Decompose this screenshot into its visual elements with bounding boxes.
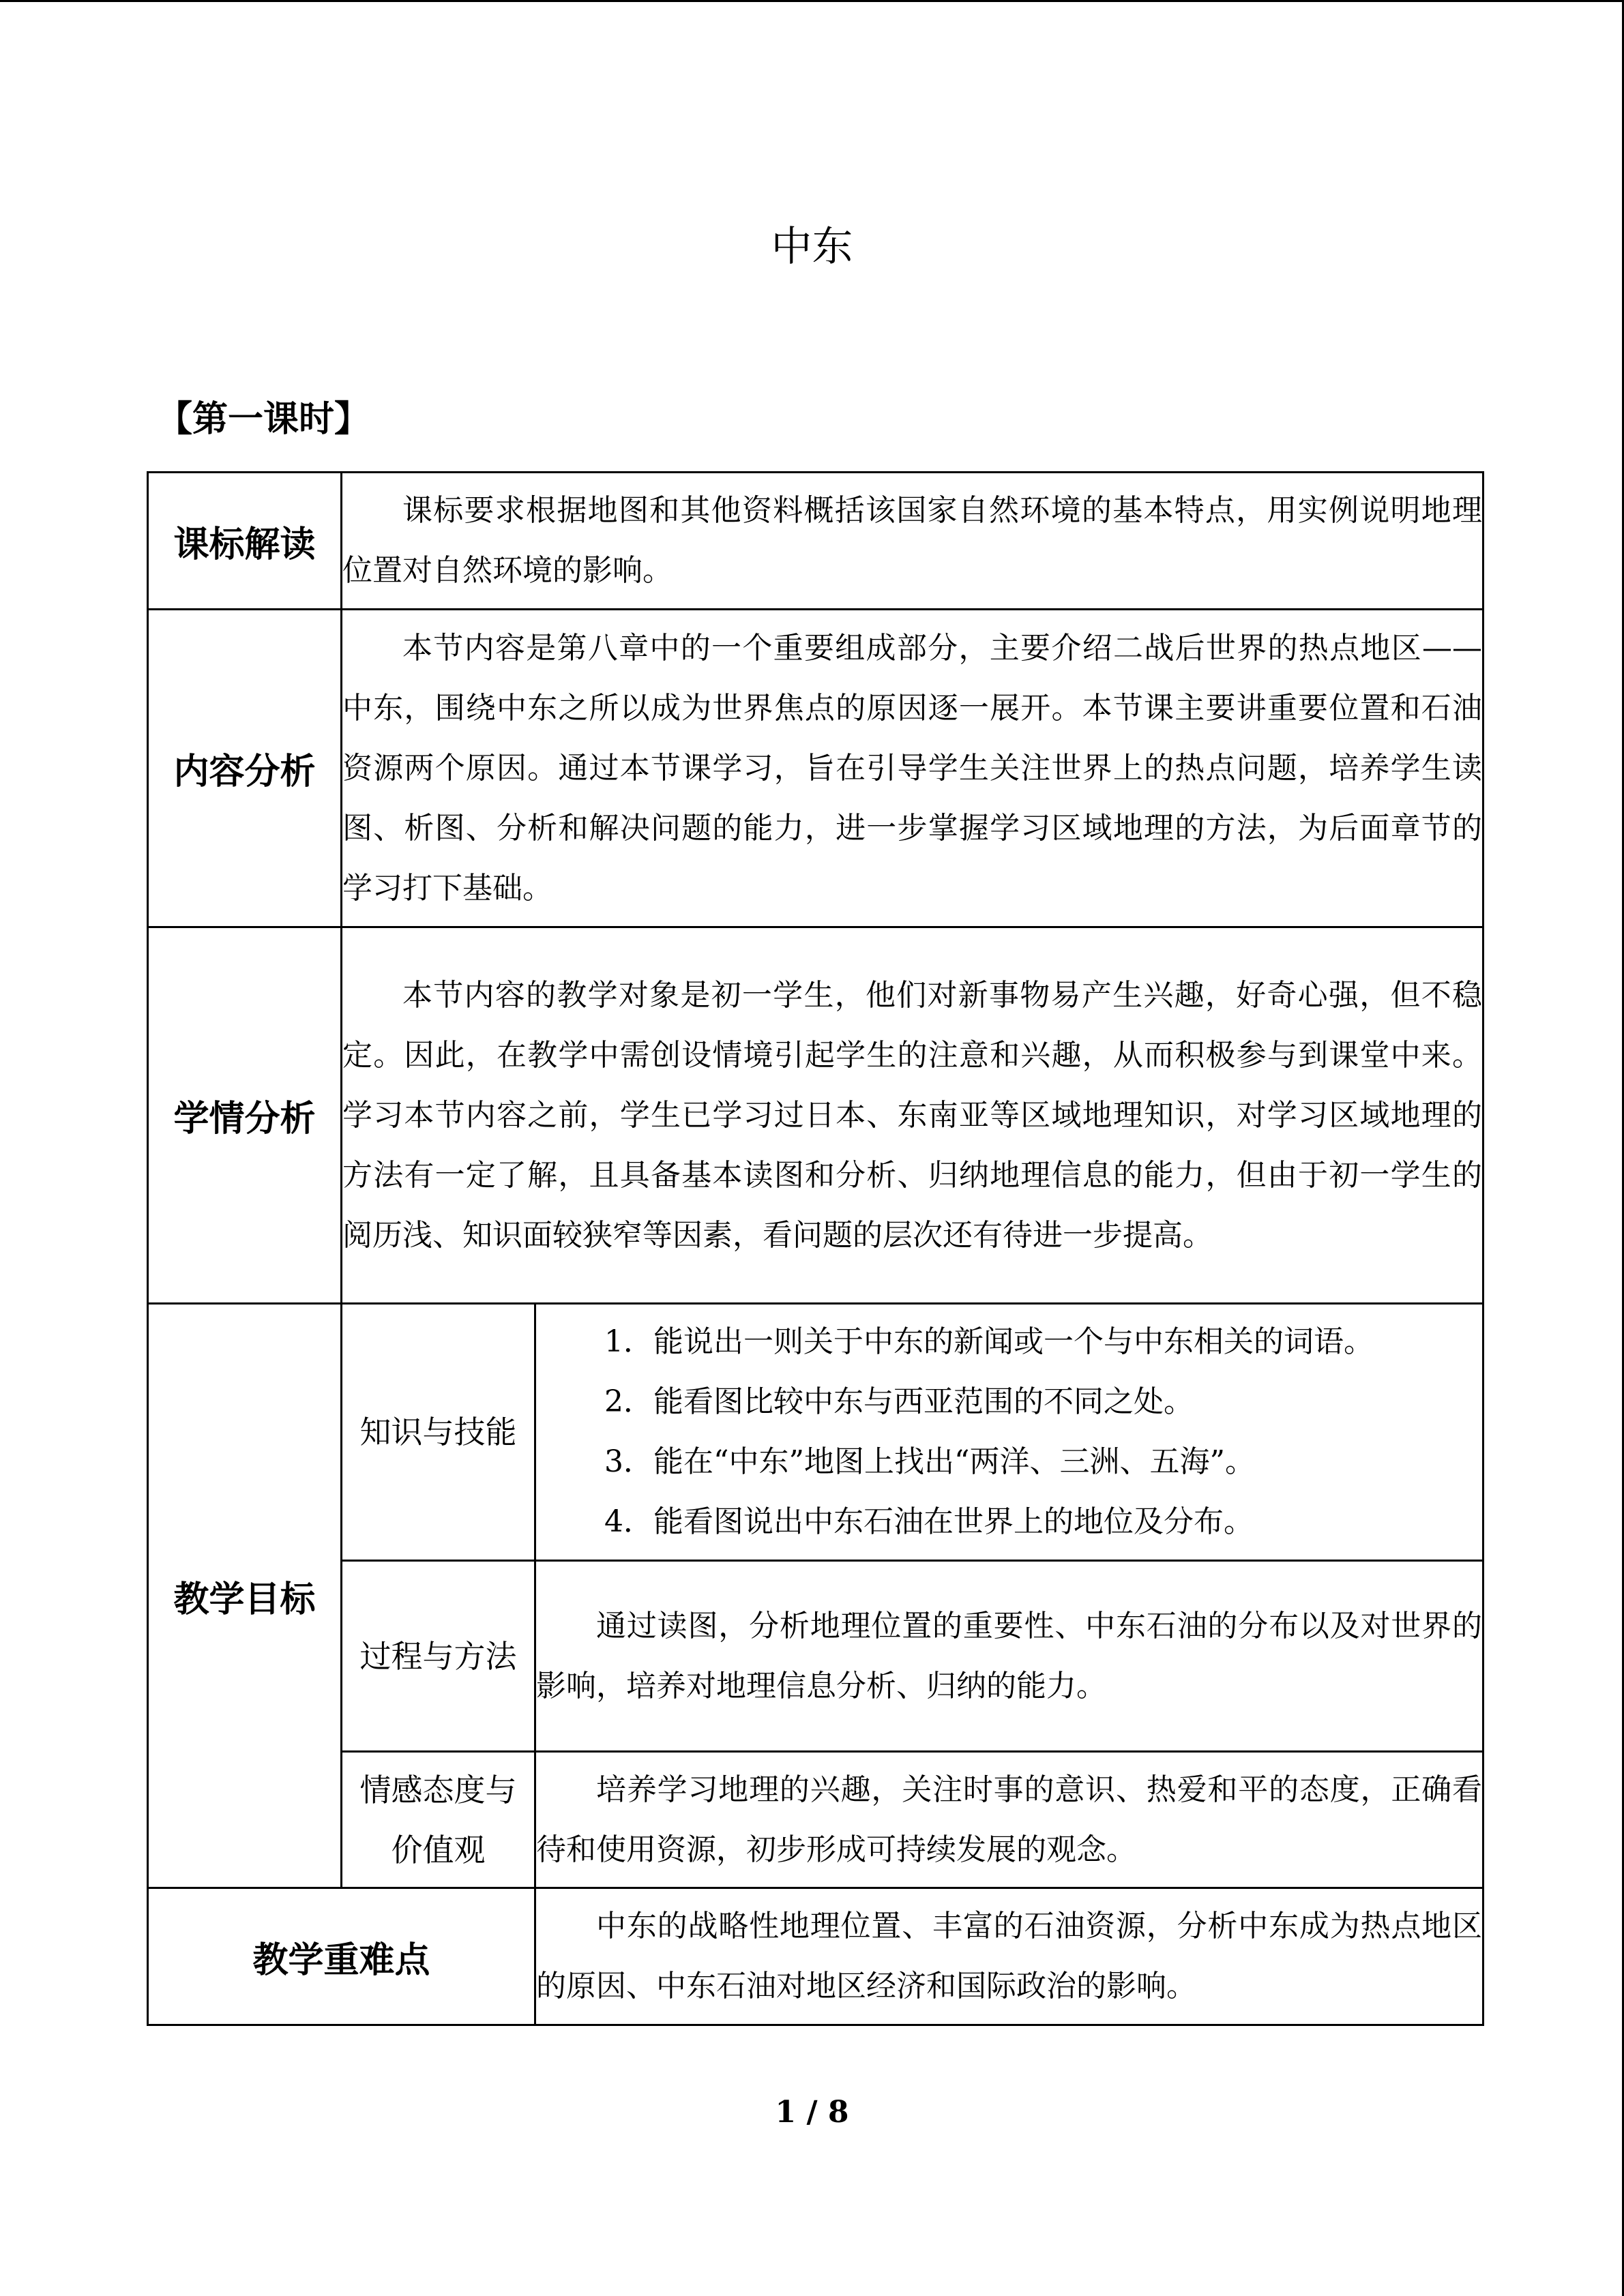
row-mubiao-zhishi	[148, 1304, 1483, 1561]
page-number: 1 / 8	[775, 2095, 849, 2130]
guocheng-text: 通过读图，分析地理位置的重要性、中东石油的分布以及对世界的影响，培养对地理信息分析、归纳的能力。	[536, 1608, 1482, 1703]
kebiao-content	[342, 473, 1483, 610]
zhongnan-text: 中东的战略性地理位置、丰富的石油资源，分析中东成为热点地区的原因、中东石油对地区经济和国际政治的影响。	[536, 1909, 1482, 2003]
xueqing-content	[342, 927, 1483, 1304]
lesson-plan-table	[147, 471, 1484, 2026]
qinggan-label-line1: 情感态度与	[359, 1771, 517, 1808]
zhishi-item: 1．能说出一则关于中东的新闻或一个与中东相关的词语。	[604, 1324, 1374, 1359]
row-neirong	[148, 610, 1483, 927]
neirong-text: 本节内容是第八章中的一个重要组成部分，主要介绍二战后世界的热点地区——中东，围绕中东之所以成为世界焦点的原因逐一展开。本节课主要讲重要位置和石油资源两个原因。通过本节课学习，旨在引导学生关注世界上的热点问题，培养学生读图、析图、分析和解决问题的能力，进一步掌握学习区域地理的方法，为后面章节的学习打下基础。	[342, 630, 1482, 906]
document-title: 中东	[771, 223, 853, 271]
zhongnan-content	[535, 1888, 1483, 2025]
row-mubiao-qinggan	[148, 1752, 1483, 1888]
xueqing-label: 学情分析	[148, 927, 342, 1304]
zhishi-item: 2．能看图比较中东与西亚范围的不同之处。	[604, 1384, 1194, 1419]
section-label: 【第一课时】	[157, 398, 370, 440]
row-kebiao	[148, 473, 1483, 610]
guocheng-label: 过程与方法	[342, 1561, 535, 1752]
kebiao-text: 课标要求根据地图和其他资料概括该国家自然环境的基本特点，用实例说明地理位置对自然环境的影响。	[342, 493, 1482, 588]
mubiao-label: 教学目标	[148, 1304, 342, 1888]
guocheng-content	[535, 1561, 1483, 1752]
qinggan-label	[342, 1752, 535, 1888]
qinggan-content	[535, 1752, 1483, 1888]
zhishi-item: 3．能在“中东”地图上找出“两洋、三洲、五海”。	[604, 1444, 1255, 1479]
zhongnan-label: 教学重难点	[148, 1888, 535, 2025]
qinggan-label-line2: 价值观	[391, 1831, 486, 1868]
zhishi-label: 知识与技能	[342, 1304, 535, 1561]
row-zhongnan	[148, 1888, 1483, 2025]
qinggan-text: 培养学习地理的兴趣，关注时事的意识、热爱和平的态度，正确看待和使用资源，初步形成可持续发展的观念。	[536, 1772, 1482, 1867]
zhishi-content	[535, 1304, 1483, 1561]
xueqing-text: 本节内容的教学对象是初一学生，他们对新事物易产生兴趣，好奇心强，但不稳定。因此，在教学中需创设情境引起学生的注意和兴趣，从而积极参与到课堂中来。学习本节内容之前，学生已学习过日本、东南亚等区域地理知识，对学习区域地理的方法有一定了解，且具备基本读图和分析、归纳地理信息的能力，但由于初一学生的阅历浅、知识面较狭窄等因素，看问题的层次还有待进一步提高。	[342, 977, 1482, 1253]
zhishi-list	[536, 1312, 1482, 1552]
neirong-label: 内容分析	[148, 610, 342, 927]
neirong-content	[342, 610, 1483, 927]
kebiao-label: 课标解读	[148, 473, 342, 610]
row-xueqing	[148, 927, 1483, 1304]
zhishi-item: 4．能看图说出中东石油在世界上的地位及分布。	[604, 1504, 1254, 1539]
row-mubiao-guocheng	[148, 1561, 1483, 1752]
